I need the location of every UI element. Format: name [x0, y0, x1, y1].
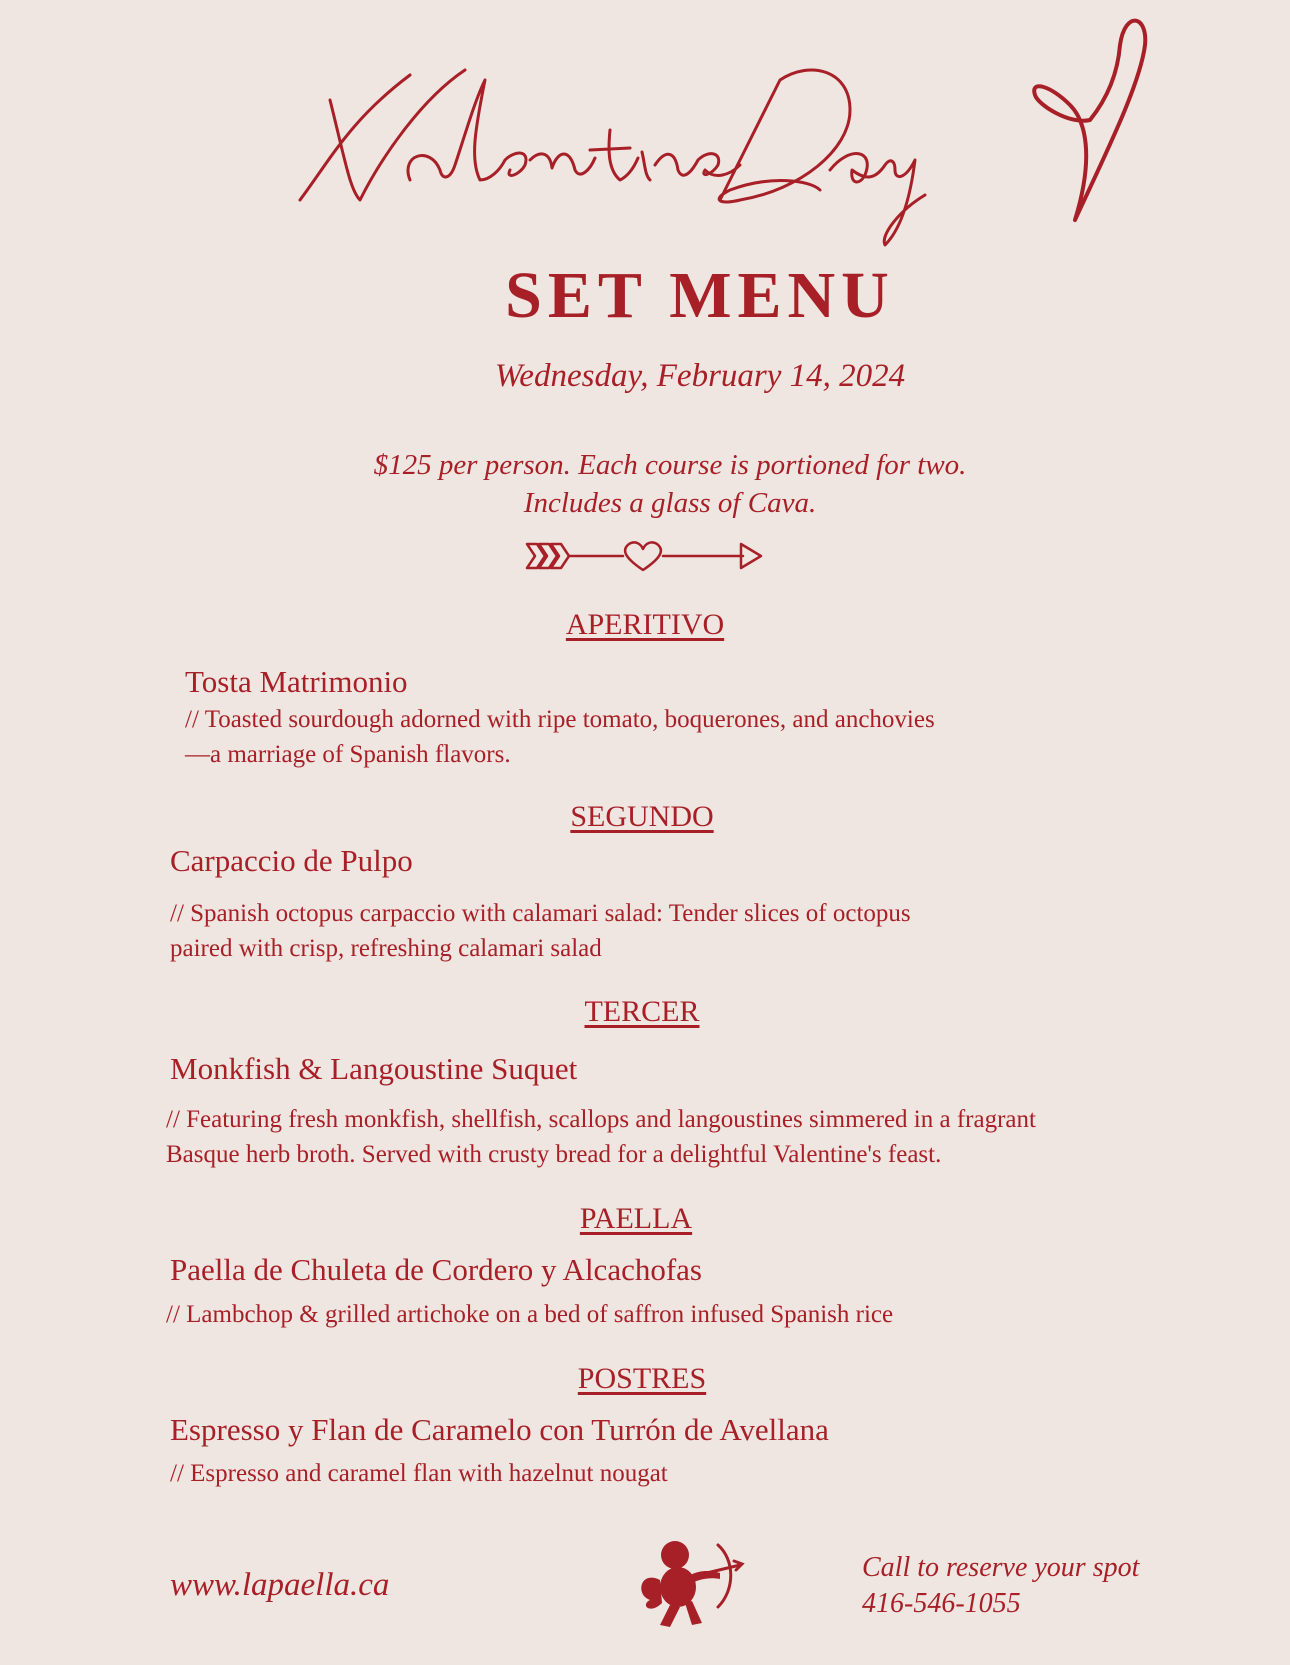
menu-item-name: Paella de Chuleta de Cordero y Alcachofas — [170, 1252, 702, 1287]
desc-line: // Featuring fresh monkfish, shellfish, scallops and langoustines simmered in a fragrant — [166, 1106, 1036, 1133]
section-heading-tercer: TERCER — [584, 995, 700, 1028]
menu-item-desc — [170, 896, 911, 966]
price-info — [0, 446, 1290, 522]
desc-line: // Espresso and caramel flan with hazelnut nougat — [170, 1460, 668, 1487]
section-heading-aperitivo: APERITIVO — [565, 608, 725, 641]
call-to-reserve-text: Call to reserve your spot — [862, 1552, 1140, 1583]
section-heading-paella: PAELLA — [579, 1202, 693, 1235]
menu-item-name: Tosta Matrimonio — [185, 664, 408, 699]
menu-item-desc — [170, 1456, 668, 1491]
valentine-day-script-title — [290, 40, 990, 260]
price-line: $125 per person. Each course is portioned for two. — [373, 449, 967, 481]
menu-item-desc — [185, 702, 935, 772]
reservation-info — [862, 1550, 1139, 1622]
section-heading-segundo: SEGUNDO — [570, 800, 714, 833]
menu-item-name: Espresso y Flan de Caramelo con Turrón de Avellana — [170, 1412, 829, 1447]
section-heading-postres: POSTRES — [577, 1362, 707, 1395]
desc-line: paired with crisp, refreshing calamari salad — [170, 935, 602, 962]
desc-line: Basque herb broth. Served with crusty bread for a delightful Valentine's feast. — [166, 1141, 942, 1168]
menu-item-name: Monkfish & Langoustine Suquet — [170, 1051, 578, 1086]
arrow-heart-divider-icon — [525, 536, 765, 576]
menu-item-name: Carpaccio de Pulpo — [170, 843, 413, 878]
cupid-icon — [630, 1525, 745, 1640]
desc-line: // Lambchop & grilled artichoke on a bed of saffron infused Spanish rice — [166, 1301, 894, 1328]
event-date: Wednesday, February 14, 2024 — [494, 358, 906, 394]
desc-line: // Spanish octopus carpaccio with calamari salad: Tender slices of octopus — [170, 900, 911, 927]
heart-doodle-icon — [1030, 5, 1180, 245]
desc-line: —a marriage of Spanish flavors. — [185, 741, 511, 768]
phone-number[interactable]: 416-546-1055 — [862, 1588, 1021, 1619]
page-title: SET MENU — [505, 259, 895, 332]
menu-item-desc — [166, 1297, 893, 1332]
menu-item-desc — [166, 1102, 1036, 1172]
desc-line: // Toasted sourdough adorned with ripe tomato, boquerones, and anchovies — [185, 706, 935, 733]
includes-line: Includes a glass of Cava. — [523, 487, 817, 519]
website-link[interactable]: www.lapaella.ca — [170, 1567, 390, 1603]
